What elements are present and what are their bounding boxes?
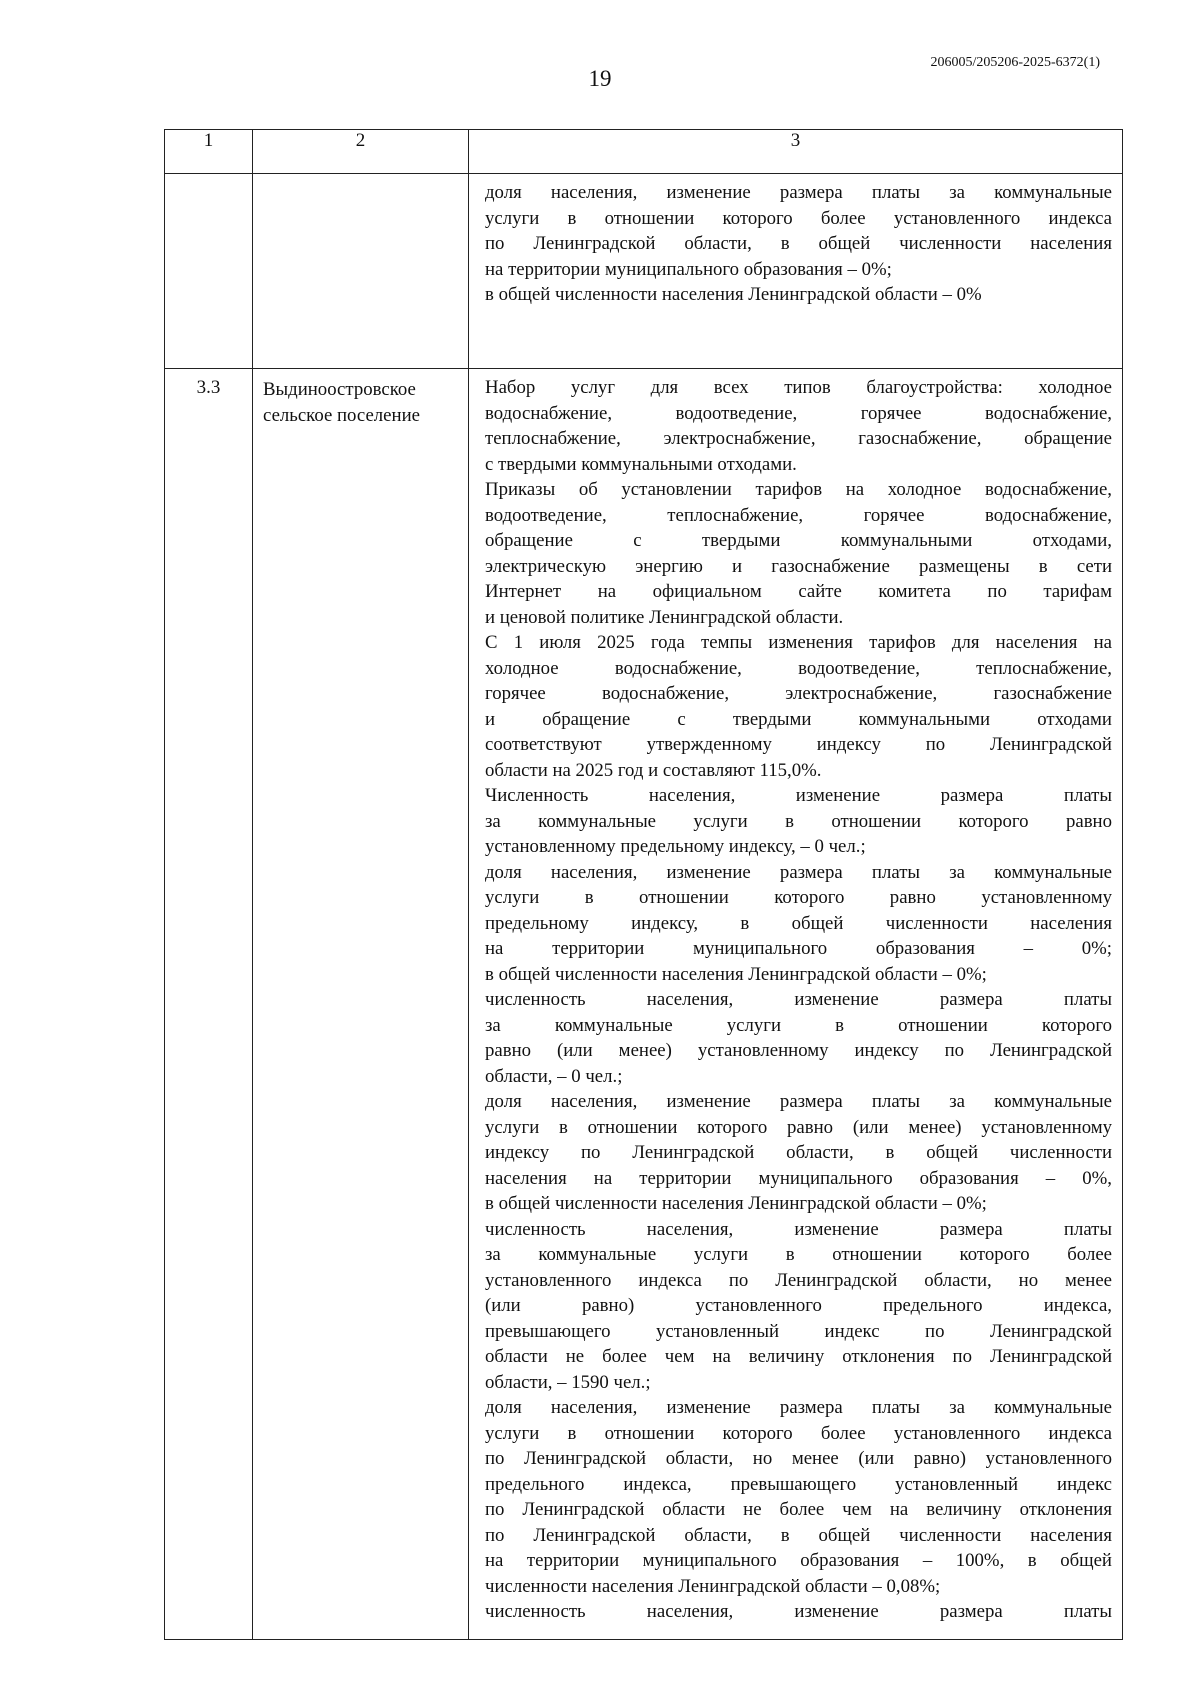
text-line: услуги в отношении которого равно (или менее) установленному [485,1116,1112,1138]
text-line: за коммунальные услуги в отношении которого равно [485,810,1112,832]
text-line: доля населения, изменение размера платы за коммунальные [485,1397,1112,1418]
text-line: и ценовой политике Ленинградской области. [485,606,844,628]
text-line: услуги в отношении которого более установленного индекса [485,207,1112,229]
description-text [485,180,1112,308]
text-line: водоснабжение, водоотведение, горячее водоснабжение, [485,402,1112,424]
text-line: индексу по Ленинградской области, в общей численности [485,1142,1112,1163]
text-line: Численность населения, изменение размера платы [485,785,1112,806]
text-line: области, – 0 чел.; [485,1065,623,1087]
text-line: по Ленинградской области, но менее (или равно) установленного [485,1448,1112,1469]
text-line: населения на территории муниципального образования – 0%, [485,1167,1112,1189]
text-line: с твердыми коммунальными отходами. [485,453,797,475]
text-line: горячее водоснабжение, электроснабжение, газоснабжение [485,683,1112,704]
description-cell [469,174,1123,369]
text-line: услуги в отношении которого равно установленному [485,887,1112,908]
column-header-1: 1 [165,130,253,174]
settlement-name-line: сельское поселение [263,404,420,426]
settlement-name-cell [253,369,469,1640]
text-line: области не более чем на величину отклонения по Ленинградской [485,1346,1112,1367]
text-line: в общей численности населения Ленинградской области – 0%; [485,963,987,985]
text-line: численность населения, изменение размера платы [485,1218,1112,1240]
text-line: обращение с твердыми коммунальными отходами, [485,530,1112,551]
column-header-2: 2 [253,130,469,174]
row-number-cell: 3.3 [165,369,253,1640]
text-line: численности населения Ленинградской области – 0,08%; [485,1575,941,1597]
settlement-cell-empty [253,174,469,369]
text-line: услуги в отношении которого более установленного индекса [485,1422,1112,1444]
text-line: по Ленинградской области, в общей численности населения [485,233,1112,254]
text-line: по Ленинградской области, в общей численности населения [485,1524,1112,1546]
text-line: водоотведение, теплоснабжение, горячее водоснабжение, [485,504,1112,526]
text-line: доля населения, изменение размера платы за коммунальные [485,1091,1112,1112]
table-header-row [165,130,1123,174]
text-line: численность населения, изменение размера платы [485,989,1112,1010]
column-header-3: 3 [469,130,1123,174]
text-line: доля населения, изменение размера платы за коммунальные [485,182,1112,203]
text-line: (или равно) установленного предельного индекса, [485,1295,1112,1316]
text-line: и обращение с твердыми коммунальными отходами [485,708,1112,730]
text-line: на территории муниципального образования – 0%; [485,938,1112,959]
settlement-name-line: Выдиноостровское [263,379,416,400]
document-registration-code: 206005/205206-2025-6372(1) [930,55,1100,70]
text-line: превышающего установленный индекс по Ленинградской [485,1320,1112,1342]
text-line: в общей численности населения Ленинградской области – 0%; [485,1193,987,1214]
text-line: холодное водоснабжение, водоотведение, теплоснабжение, [485,657,1112,679]
description-text [485,375,1112,1625]
page-number: 19 [588,66,612,91]
text-line: электрическую энергию и газоснабжение размещены в сети [485,555,1112,577]
text-line: Интернет на официальном сайте комитета по тарифам [485,581,1112,602]
text-line: за коммунальные услуги в отношении которого более [485,1244,1112,1265]
text-line: области на 2025 год и составляют 115,0%. [485,759,822,781]
text-line: на территории муниципального образования – 100%, в общей [485,1550,1112,1571]
table-row-3-3 [165,369,1123,1640]
table-row-continued [165,174,1123,369]
text-line: соответствуют утвержденному индексу по Ленинградской [485,734,1112,755]
text-line: численность населения, изменение размера платы [485,1601,1112,1622]
description-cell [469,369,1123,1640]
text-line: установленного индекса по Ленинградской области, но менее [485,1269,1112,1291]
text-line: за коммунальные услуги в отношении которого [485,1014,1112,1036]
text-line: области, – 1590 чел.; [485,1371,651,1393]
text-line: Набор услуг для всех типов благоустройства: холодное [485,377,1112,398]
text-line: равно (или менее) установленному индексу по Ленинградской [485,1040,1112,1061]
text-line: С 1 июля 2025 года темпы изменения тарифов для населения на [485,632,1112,653]
text-line: на территории муниципального образования – 0%; [485,258,892,280]
text-line: доля населения, изменение размера платы за коммунальные [485,861,1112,883]
data-table [164,129,1123,1640]
text-line: в общей численности населения Ленинградской области – 0% [485,284,982,305]
text-line: по Ленинградской области не более чем на величину отклонения [485,1499,1112,1520]
text-line: Приказы об установлении тарифов на холодное водоснабжение, [485,479,1112,500]
text-line: теплоснабжение, электроснабжение, газоснабжение, обращение [485,428,1112,449]
text-line: предельного индекса, превышающего установленный индекс [485,1473,1112,1495]
row-number-cell-empty [165,174,253,369]
text-line: установленному предельному индексу, – 0 чел.; [485,836,866,857]
text-line: предельному индексу, в общей численности населения [485,912,1112,934]
